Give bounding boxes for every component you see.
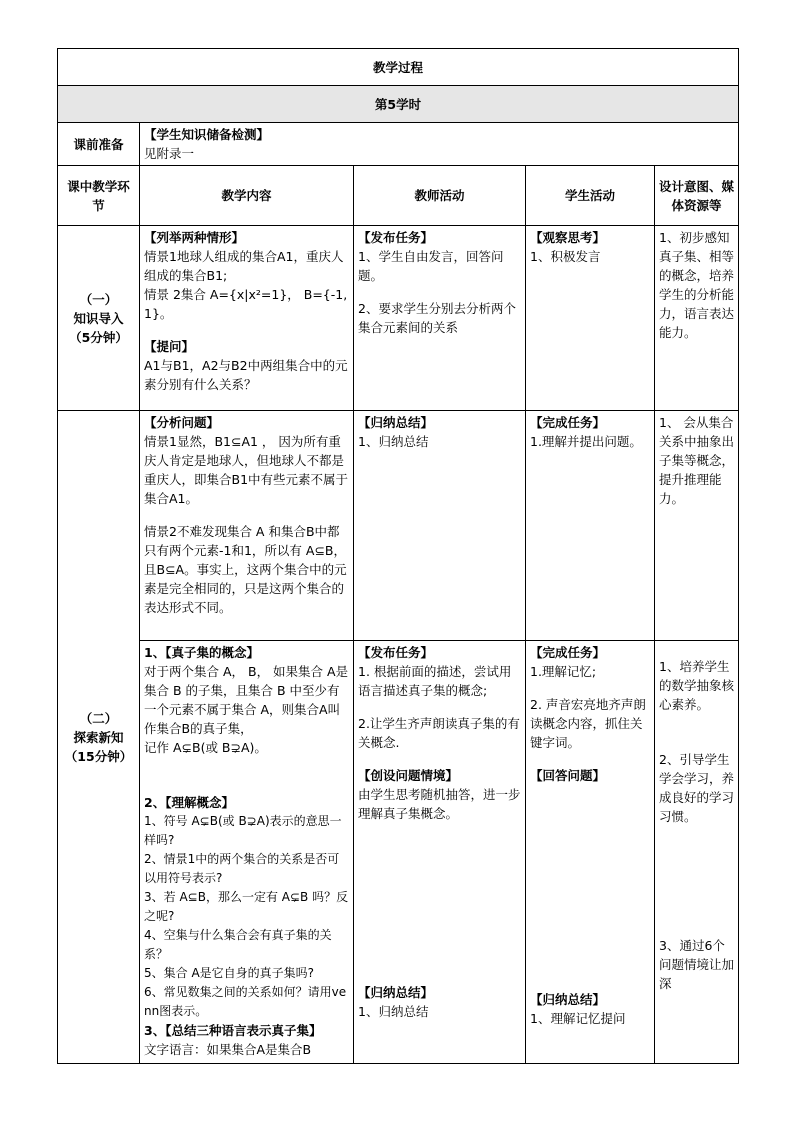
understand-question-6: 6、常见数集之间的关系如何？请用venn图表示。 xyxy=(144,985,347,1018)
concept-student-summary: 1、理解记忆提问 xyxy=(530,1011,626,1026)
prep-content xyxy=(140,123,739,166)
analysis-student-task: 1.理解并提出问题。 xyxy=(530,434,642,449)
summary-text-language: 文字语言：如果集合A是集合B xyxy=(144,1042,312,1057)
lesson-plan-table xyxy=(57,48,739,1064)
stage-intro xyxy=(58,226,140,411)
concept-teacher-summary: 1、归纳总结 xyxy=(358,1004,429,1019)
analysis-student xyxy=(526,411,655,641)
concept-content xyxy=(140,641,354,1064)
stage-intro-time: （5分钟） xyxy=(69,329,128,345)
analysis-scenario-2: 情景2不难发现集合 A 和集合B中都只有两个元素-1和1，所以有 A⊆B，且B⊆A。事实上，这两个集合中的元素是完全相同的，只是这两个集合的表达形式不同。 xyxy=(144,524,347,615)
analysis-heading: 【分析问题】 xyxy=(144,415,220,430)
concept-student-heading-summary: 【归纳总结】 xyxy=(530,992,606,1007)
understand-question-5: 5、集合 A是它自身的真子集吗? xyxy=(144,966,315,980)
intro-scenario-2: 情景 2集合 A={x|x²=1}， B={-1, 1}。 xyxy=(144,287,348,321)
concept-teacher-task-1: 1. 根据前面的描述，尝试用语言描述真子集的概念; xyxy=(358,664,512,698)
understand-heading: 2、【理解概念】 xyxy=(144,795,234,810)
intro-question: A1与B1，A2与B2中两组集合中的元素分别有什么关系？ xyxy=(144,358,348,392)
intro-heading-scenarios: 【列举两种情形】 xyxy=(144,230,245,245)
stage-intro-number: （一） xyxy=(79,291,118,307)
prep-text: 见附录一 xyxy=(144,146,195,161)
stage-explore-name: 探索新知 xyxy=(73,729,124,745)
analysis-content xyxy=(140,411,354,641)
analysis-teacher-task: 1、归纳总结 xyxy=(358,434,429,449)
understand-question-1: 1、符号 A⊊B(或 B⊋A)表示的意思一样吗? xyxy=(144,814,342,847)
intro-student-heading: 【观察思考】 xyxy=(530,230,606,245)
intro-teacher xyxy=(354,226,526,411)
concept-teacher-heading-scenario: 【创设问题情境】 xyxy=(358,768,459,783)
analysis-scenario-1: 情景1显然，B1⊆A1 ， 因为所有重庆人肯定是地球人，但地球人不都是重庆人，即集合B1中有些元素不属于集合A1。 xyxy=(144,434,349,506)
concept-teacher-heading-task: 【发布任务】 xyxy=(358,645,434,660)
understand-question-3: 3、若 A⊆B，那么一定有 A⊊B 吗？反之呢? xyxy=(144,890,349,923)
understand-question-4: 4、空集与什么集合会有真子集的关系？ xyxy=(144,928,332,961)
concept-design-1: 1、培养学生的数学抽象核心素养。 xyxy=(659,659,735,712)
intro-student xyxy=(526,226,655,411)
concept-teacher xyxy=(354,641,526,1064)
analysis-teacher xyxy=(354,411,526,641)
header-teacher: 教师活动 xyxy=(354,166,526,226)
intro-design: 1、初步感知真子集、相等的概念，培养学生的分析能力，语言表达能力。 xyxy=(655,226,739,411)
concept-heading: 1、【真子集的概念】 xyxy=(144,645,259,660)
concept-student-heading-answer: 【回答问题】 xyxy=(530,768,606,783)
header-design: 设计意图、媒体资源等 xyxy=(655,166,739,226)
intro-content xyxy=(140,226,354,411)
prep-label: 课前准备 xyxy=(58,123,140,166)
concept-design-2: 2、引导学生学会学习，养成良好的学习习惯。 xyxy=(659,752,735,824)
stage-intro-name: 知识导入 xyxy=(73,310,124,326)
intro-teacher-task-2: 2、要求学生分别去分析两个集合元素间的关系 xyxy=(358,301,516,335)
stage-explore-time: （15分钟） xyxy=(64,748,133,764)
period-label: 第5学时 xyxy=(58,86,739,123)
header-student: 学生活动 xyxy=(526,166,655,226)
intro-scenario-1: 情景1地球人组成的集合A1，重庆人组成的集合B1; xyxy=(144,249,344,283)
table-title: 教学过程 xyxy=(58,49,739,86)
analysis-student-heading: 【完成任务】 xyxy=(530,415,606,430)
analysis-teacher-heading: 【归纳总结】 xyxy=(358,415,434,430)
concept-student xyxy=(526,641,655,1064)
concept-student-task-1: 1.理解记忆; xyxy=(530,664,597,679)
concept-notation: 记作 A⊊B(或 B⊋A)。 xyxy=(144,740,267,755)
intro-student-task: 1、积极发言 xyxy=(530,249,601,264)
stage-explore xyxy=(58,411,140,1064)
intro-teacher-heading: 【发布任务】 xyxy=(358,230,434,245)
intro-heading-question: 【提问】 xyxy=(144,339,195,354)
stage-explore-number: （二） xyxy=(79,710,118,726)
concept-definition: 对于两个集合 A， B， 如果集合 A是集合 B 的子集，且集合 B 中至少有一个元素不属于集合 A，则集合A叫作集合B的真子集， xyxy=(144,664,349,736)
concept-teacher-scenario: 由学生思考随机抽答，进一步理解真子集概念。 xyxy=(358,787,521,821)
header-stage: 课中教学环节 xyxy=(58,166,140,226)
header-content: 教学内容 xyxy=(140,166,354,226)
concept-student-heading-task: 【完成任务】 xyxy=(530,645,606,660)
concept-design xyxy=(655,641,739,1064)
understand-question-2: 2、情景1中的两个集合的关系是否可以用符号表示? xyxy=(144,852,340,885)
concept-teacher-heading-summary: 【归纳总结】 xyxy=(358,985,434,1000)
summary-heading: 3、【总结三种语言表示真子集】 xyxy=(144,1023,322,1038)
concept-student-task-2: 2. 声音宏亮地齐声朗读概念内容，抓住关键字词。 xyxy=(530,697,646,750)
intro-teacher-task-1: 1、学生自由发言，回答问题。 xyxy=(358,249,504,283)
concept-teacher-task-2: 2.让学生齐声朗读真子集的有关概念. xyxy=(358,716,520,750)
prep-heading: 【学生知识储备检测】 xyxy=(144,127,270,142)
concept-design-3: 3、通过6个问题情境让加深 xyxy=(659,938,735,991)
analysis-design: 1、 会从集合关系中抽象出子集等概念，提升推理能力。 xyxy=(655,411,739,641)
